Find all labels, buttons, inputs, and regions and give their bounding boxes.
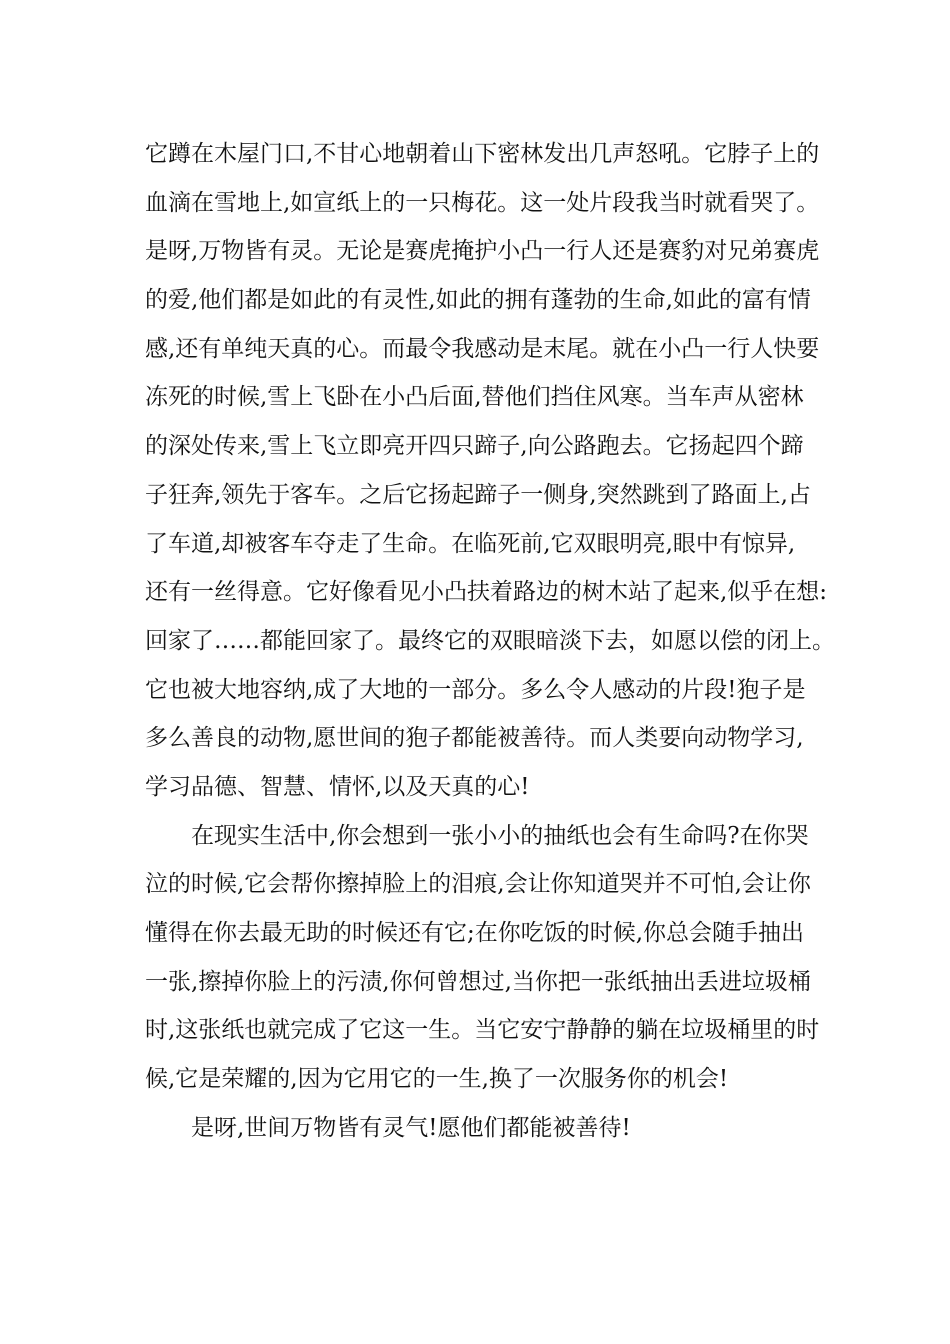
text-line: 子狂奔,领先于客车。之后它扬起蹄子一侧身,突然跳到了路面上,占 [145, 481, 811, 508]
text-line: 是呀,万物皆有灵。无论是赛虎掩护小凸一行人还是赛豹对兄弟赛虎 [145, 238, 820, 265]
text-line: 学习品德、智慧、情怀,以及天真的心! [145, 773, 530, 800]
body-text [145, 130, 835, 1152]
text-line: 候,它是荣耀的,因为它用它的一生,换了一次服务你的机会! [145, 1066, 729, 1093]
text-line: 回家了……都能回家了。最终它的双眼暗淡下去，如愿以偿的闭上。 [145, 627, 835, 654]
text-line: 的深处传来,雪上飞立即亮开四只蹄子,向公路跑去。它扬起四个蹄 [145, 433, 804, 460]
text-line: 血滴在雪地上,如宣纸上的一只梅花。这一处片段我当时就看哭了。 [145, 189, 820, 216]
text-line: 了车道,却被客车夺走了生命。在临死前,它双眼明亮,眼中有惊异, [145, 530, 796, 557]
paragraph-first-line: 在现实生活中,你会想到一张小小的抽纸也会有生命吗?在你哭 [191, 822, 809, 849]
text-line: 懂得在你去最无助的时候还有它;在你吃饭的时候,你总会随手抽出 [145, 920, 805, 946]
text-line: 一张,擦掉你脸上的污渍,你何曾想过,当你把一张纸抽出丢进垃圾桶 [145, 968, 811, 995]
text-line: 还有一丝得意。它好像看见小凸扶着路边的树木站了起来,似乎在想: [145, 579, 828, 606]
paragraph-first-line: 是呀,世间万物皆有灵气!愿他们都能被善待! [191, 1114, 631, 1141]
text-line: 它也被大地容纳,成了大地的一部分。多么令人感动的片段!狍子是 [145, 676, 806, 703]
text-line: 冻死的时候,雪上飞卧在小凸后面,替他们挡住风寒。当车声从密林 [145, 384, 804, 411]
text-line: 的爱,他们都是如此的有灵性,如此的拥有蓬勃的生命,如此的富有情 [145, 287, 811, 314]
text-line: 多么善良的动物,愿世间的狍子都能被善待。而人类要向动物学习, [145, 725, 804, 752]
text-line: 它蹲在木屋门口,不甘心地朝着山下密林发出几声怒吼。它脖子上的 [145, 141, 820, 167]
text-line: 时,这张纸也就完成了它这一生。当它安宁静静的躺在垃圾桶里的时 [145, 1017, 820, 1044]
text-line: 感,还有单纯天真的心。而最令我感动是末尾。就在小凸一行人快要 [145, 335, 820, 362]
text-line: 泣的时候,它会帮你擦掉脸上的泪痕,会让你知道哭并不可怕,会让你 [145, 871, 811, 898]
